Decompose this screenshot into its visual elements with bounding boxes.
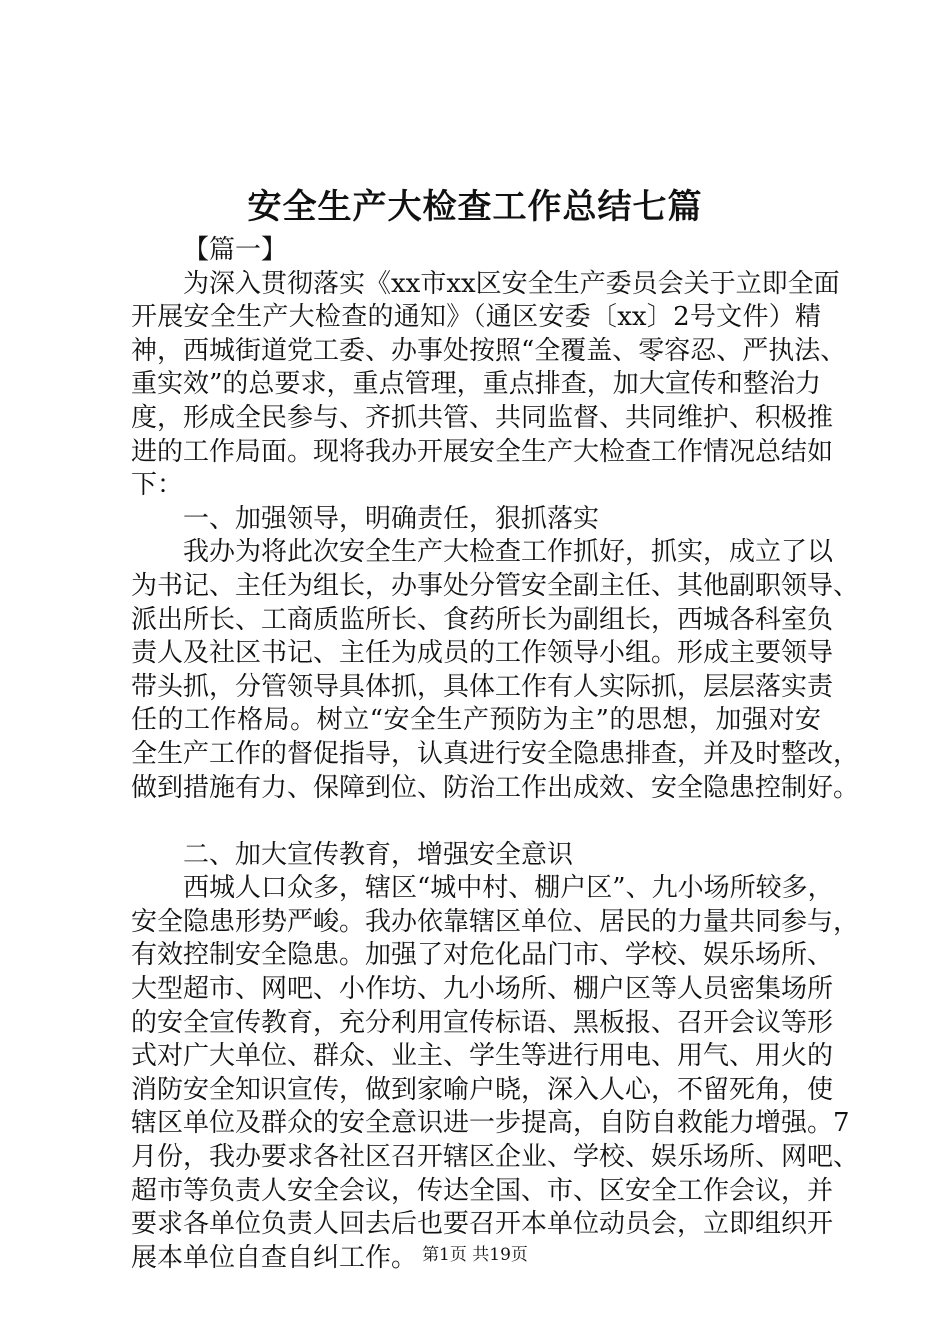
paragraph-line: 大型超市、网吧、小作坊、九小场所、棚户区等人员密集场所 [131, 974, 834, 1005]
paragraph-line: 有效控制安全隐患。加强了对危化品门市、学校、娱乐场所、 [131, 940, 834, 971]
paragraph-line: 度，形成全民参与、齐抓共管、共同监督、共同维护、积极推 [131, 402, 834, 433]
paragraph-line: 做到措施有力、保障到位、防治工作出成效、安全隐患控制好。 [131, 772, 860, 803]
paragraph-line: 进的工作局面。现将我办开展安全生产大检查工作情况总结如 [131, 436, 834, 467]
paragraph-line: 展本单位自查自纠工作。 [131, 1242, 418, 1273]
paragraph-line: 派出所长、工商质监所长、食药所长为副组长，西城各科室负 [131, 604, 834, 635]
paragraph-line: 要求各单位负责人回去后也要召开本单位动员会，立即组织开 [131, 1209, 834, 1240]
paragraph-line: 神，西城街道党工委、办事处按照“全覆盖、零容忍、严执法、 [131, 335, 847, 366]
paragraph-line: 我办为将此次安全生产大检查工作抓好，抓实，成立了以 [183, 537, 834, 568]
paragraph-line: 责人及社区书记、主任为成员的工作领导小组。形成主要领导 [131, 638, 834, 669]
paragraph-line: 安全隐患形势严峻。我办依靠辖区单位、居民的力量共同参与， [131, 906, 860, 937]
paragraph-line: 为深入贯彻落实《xx市xx区安全生产委员会关于立即全面 [183, 268, 840, 299]
paragraph-line: 西城人口众多，辖区“城中村、棚户区”、九小场所较多， [183, 873, 834, 904]
section-heading: 一、加强领导，明确责任，狠抓落实 [183, 503, 600, 534]
blank-line [131, 805, 821, 839]
paragraph-line: 下： [131, 470, 184, 501]
paragraph-line: 为书记、主任为组长，办事处分管安全副主任、其他副职领导、 [131, 570, 860, 601]
section-marker: 【篇一】 [183, 235, 288, 265]
paragraph-line: 月份，我办要求各社区召开辖区企业、学校、娱乐场所、网吧、 [131, 1142, 860, 1173]
page-footer: 第1页 共19页 [422, 1245, 528, 1265]
document-title: 安全生产大检查工作总结七篇 [247, 187, 703, 227]
paragraph-line: 开展安全生产大检查的通知》（通区安委〔xx〕2号文件）精 [131, 302, 821, 333]
paragraph-line: 重实效”的总要求，重点管理，重点排查，加大宣传和整治力 [131, 369, 821, 400]
paragraph-line: 带头抓，分管领导具体抓，具体工作有人实际抓，层层落实责 [131, 671, 834, 702]
document-body [131, 234, 860, 1275]
paragraph-line: 的安全宣传教育，充分利用宣传标语、黑板报、召开会议等形 [131, 1007, 834, 1038]
section-heading: 二、加大宣传教育，增强安全意识 [183, 839, 574, 870]
paragraph-line: 全生产工作的督促指导，认真进行安全隐患排查，并及时整改， [131, 738, 860, 769]
paragraph-line: 任的工作格局。树立“安全生产预防为主”的思想，加强对安 [131, 705, 821, 736]
paragraph-line: 消防安全知识宣传，做到家喻户晓，深入人心，不留死角，使 [131, 1074, 834, 1105]
paragraph-line: 超市等负责人安全会议，传达全国、市、区安全工作会议，并 [131, 1175, 834, 1206]
paragraph-line: 式对广大单位、群众、业主、学生等进行用电、用气、用火的 [131, 1041, 834, 1072]
paragraph-line: 辖区单位及群众的安全意识进一步提高，自防自救能力增强。7 [131, 1108, 850, 1139]
